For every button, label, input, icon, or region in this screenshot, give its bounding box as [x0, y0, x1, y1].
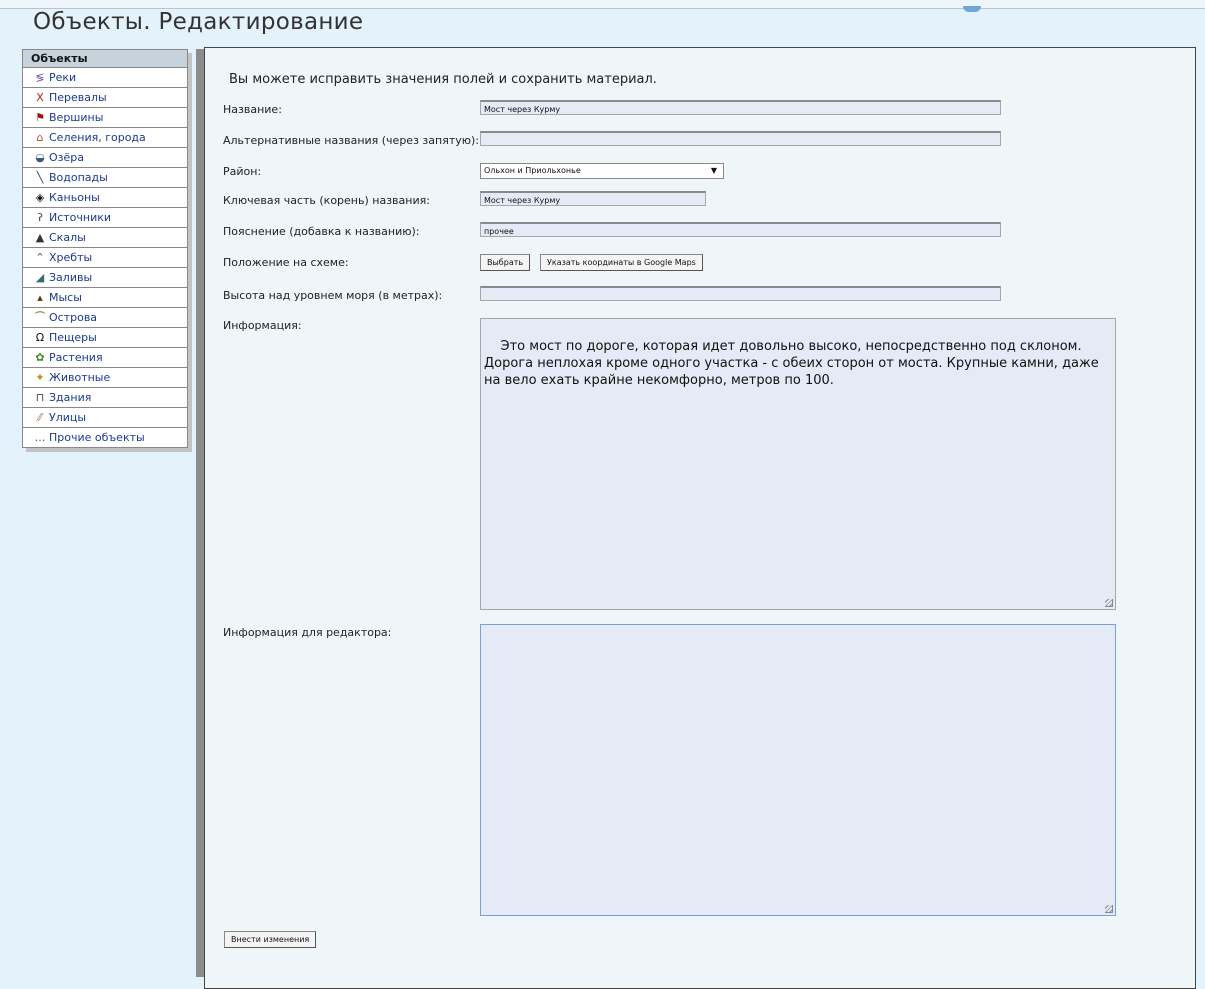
- lake-icon: ◒: [35, 151, 45, 164]
- note-label: Пояснение (добавка к названию):: [223, 225, 420, 238]
- sidebar-item-label: Источники: [49, 211, 112, 224]
- alt-names-label: Альтернативные названия (через запятую):: [223, 134, 479, 147]
- note-input[interactable]: прочее: [480, 222, 1001, 237]
- edit-form-panel: [204, 47, 1196, 989]
- sidebar: [22, 49, 188, 448]
- sidebar-item[interactable]: [23, 248, 187, 268]
- name-label: Название:: [223, 103, 282, 116]
- sidebar-item-label: Мысы: [49, 291, 82, 304]
- house-icon: ⌂: [36, 131, 44, 144]
- sidebar-item[interactable]: [23, 108, 187, 128]
- sidebar-item-label: Улицы: [49, 411, 87, 424]
- position-label: Положение на схеме:: [223, 256, 349, 269]
- resize-handle-icon[interactable]: [1105, 599, 1113, 607]
- sidebar-item-label: Скалы: [49, 231, 86, 244]
- district-label: Район:: [223, 165, 262, 178]
- sidebar-item[interactable]: [23, 268, 187, 288]
- waterfall-icon: ╲: [36, 171, 44, 184]
- district-select[interactable]: [480, 163, 724, 179]
- info-textarea[interactable]: [480, 318, 1116, 610]
- sidebar-header: Объекты: [23, 50, 187, 68]
- sidebar-item-label: Хребты: [49, 251, 93, 264]
- spring-icon: ʔ: [37, 211, 43, 224]
- sidebar-item-label: Реки: [49, 71, 77, 84]
- ridge-icon: ⌃: [35, 251, 45, 264]
- sidebar-item-label: Растения: [49, 351, 103, 364]
- sidebar-item-label: Здания: [49, 391, 92, 404]
- sidebar-item[interactable]: [23, 368, 187, 388]
- intro-text: Вы можете исправить значения полей и сохранить материал.: [229, 72, 657, 87]
- island-icon: ⏜: [34, 311, 46, 324]
- submit-changes-button[interactable]: Внести изменения: [224, 931, 316, 948]
- sidebar-item-label: Пещеры: [49, 331, 97, 344]
- sidebar-item-label: Заливы: [49, 271, 93, 284]
- sidebar-item[interactable]: [23, 328, 187, 348]
- logo-fragment-icon: [963, 6, 981, 12]
- district-selected-value: Ольхон и Приольхонье: [484, 166, 581, 175]
- bay-icon: ◢: [35, 271, 45, 284]
- sidebar-item[interactable]: [23, 208, 187, 228]
- plant-icon: ✿: [35, 351, 45, 364]
- sidebar-item[interactable]: [23, 408, 187, 428]
- sidebar-item[interactable]: [23, 68, 187, 88]
- editor-info-textarea[interactable]: [480, 624, 1116, 916]
- altitude-input[interactable]: [480, 286, 1001, 301]
- sidebar-item[interactable]: [23, 128, 187, 148]
- rock-icon: ▲: [35, 231, 45, 244]
- sidebar-item[interactable]: [23, 428, 187, 447]
- sidebar-item-label: Прочие объекты: [49, 431, 145, 444]
- key-part-label: Ключевая часть (корень) названия:: [223, 194, 430, 207]
- sidebar-item[interactable]: [23, 348, 187, 368]
- name-input[interactable]: Мост через Курму: [480, 100, 1001, 115]
- page-divider: [196, 49, 204, 977]
- peak-flag-icon: ⚑: [35, 111, 45, 124]
- google-maps-coords-button[interactable]: Указать координаты в Google Maps: [540, 254, 703, 271]
- sidebar-item[interactable]: [23, 168, 187, 188]
- alt-names-input[interactable]: [480, 131, 1001, 146]
- cape-icon: ▴: [37, 291, 43, 304]
- sidebar-item[interactable]: [23, 388, 187, 408]
- top-strip: [0, 0, 1205, 9]
- choose-position-button[interactable]: Выбрать: [480, 254, 530, 271]
- sidebar-item[interactable]: [23, 228, 187, 248]
- info-text: Это мост по дороге, которая идет довольно высоко, непосредственно под склоном. Дорога неплохая кроме одного участка - с обеих сторон от моста. Крупные камни, даже на вело ехать крайне некомфорно, метров по 100.: [484, 339, 1099, 388]
- sidebar-item[interactable]: [23, 308, 187, 328]
- other-icon: …: [34, 431, 46, 444]
- building-icon: ⊓: [35, 391, 45, 404]
- river-icon: ≶: [35, 71, 45, 84]
- sidebar-items: [23, 68, 187, 447]
- sidebar-item-label: Селения, города: [49, 131, 146, 144]
- resize-handle-icon[interactable]: [1105, 905, 1113, 913]
- page-title: Объекты. Редактирование: [33, 9, 364, 35]
- sidebar-item-label: Животные: [49, 371, 111, 384]
- street-icon: ⁄⁄: [38, 411, 42, 424]
- dropdown-arrow-icon: ▼: [710, 166, 717, 175]
- sidebar-item-label: Озёра: [49, 151, 84, 164]
- sidebar-item[interactable]: [23, 188, 187, 208]
- canyon-icon: ◈: [35, 191, 45, 204]
- sidebar-item[interactable]: [23, 88, 187, 108]
- sidebar-item-label: Вершины: [49, 111, 104, 124]
- editor-info-label: Информация для редактора:: [223, 626, 392, 639]
- sidebar-item-label: Перевалы: [49, 91, 107, 104]
- cave-icon: Ω: [35, 331, 45, 344]
- altitude-label: Высота над уровнем моря (в метрах):: [223, 289, 443, 302]
- sidebar-item[interactable]: [23, 288, 187, 308]
- sidebar-item-label: Каньоны: [49, 191, 100, 204]
- animal-icon: ✦: [35, 371, 45, 384]
- info-label: Информация:: [223, 319, 302, 332]
- pass-icon: X: [36, 91, 44, 104]
- sidebar-item[interactable]: [23, 148, 187, 168]
- sidebar-item-label: Острова: [49, 311, 98, 324]
- sidebar-item-label: Водопады: [49, 171, 108, 184]
- key-part-input[interactable]: Мост через Курму: [480, 191, 706, 206]
